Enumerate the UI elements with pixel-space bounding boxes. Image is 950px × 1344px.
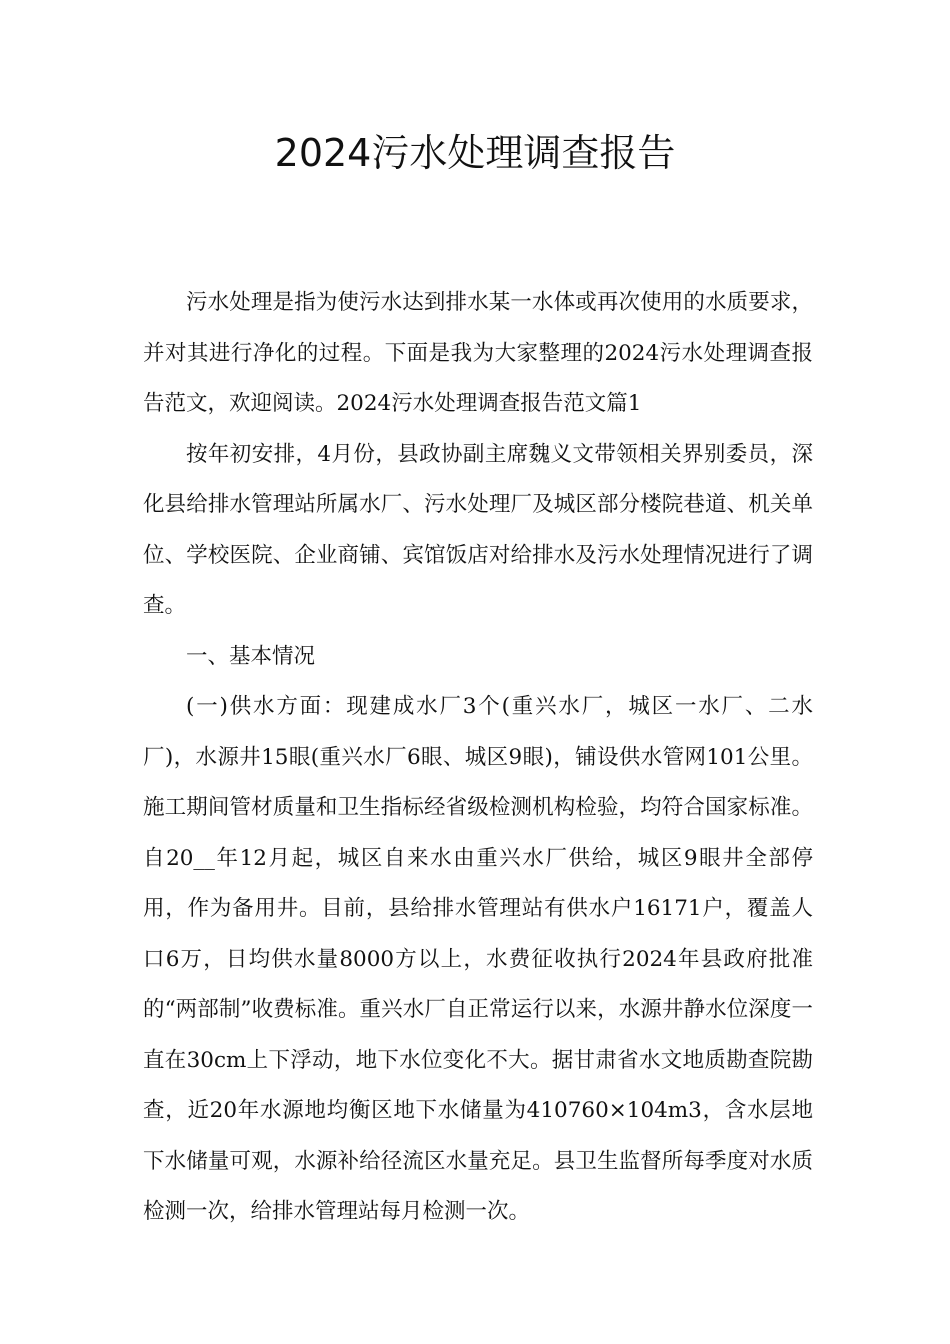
- section-heading-basic: 一、基本情况: [186, 643, 316, 669]
- intro-paragraph: 污水处理是指为使污水达到排水某一水体或再次使用的水质要求，并对其进行净化的过程。下面是我为大家整理的2024污水处理调查报告范文，欢迎阅读。2024污水处理调查报告范文篇1: [143, 290, 813, 416]
- document-title: 2024污水处理调查报告: [274, 131, 676, 175]
- water-supply-paragraph: (一)供水方面：现建成水厂3个(重兴水厂，城区一水厂、二水厂)，水源井15眼(重兴水厂6眼、城区9眼)，铺设供水管网101公里。施工期间管材质量和卫生指标经省级检测机构检验，均符合国家标准。自20__年12月起，城区自来水由重兴水厂供给，城区9眼井全部停用，作为备用井。目前，县给排水管理站有供水户16171户，覆盖人口6万，日均供水量8000方以上，水费征收执行2024年县政府批准的“两部制”收费标准。重兴水厂自正常运行以来，水源井静水位深度一直在30cm上下浮动，地下水位变化不大。据甘肃省水文地质勘查院勘查，近20年水源地均衡区地下水储量为410760×104m3，含水层地下水储量可观，水源补给径流区水量充足。县卫生监督所每季度对水质检测一次，给排水管理站每月检测一次。: [143, 694, 813, 1224]
- document-body: [143, 278, 813, 1238]
- survey-paragraph: 按年初安排，4月份，县政协副主席魏义文带领相关界别委员，深化县给排水管理站所属水厂、污水处理厂及城区部分楼院巷道、机关单位、学校医院、企业商铺、宾馆饭店对给排水及污水处理情况进行了调查。: [143, 441, 813, 618]
